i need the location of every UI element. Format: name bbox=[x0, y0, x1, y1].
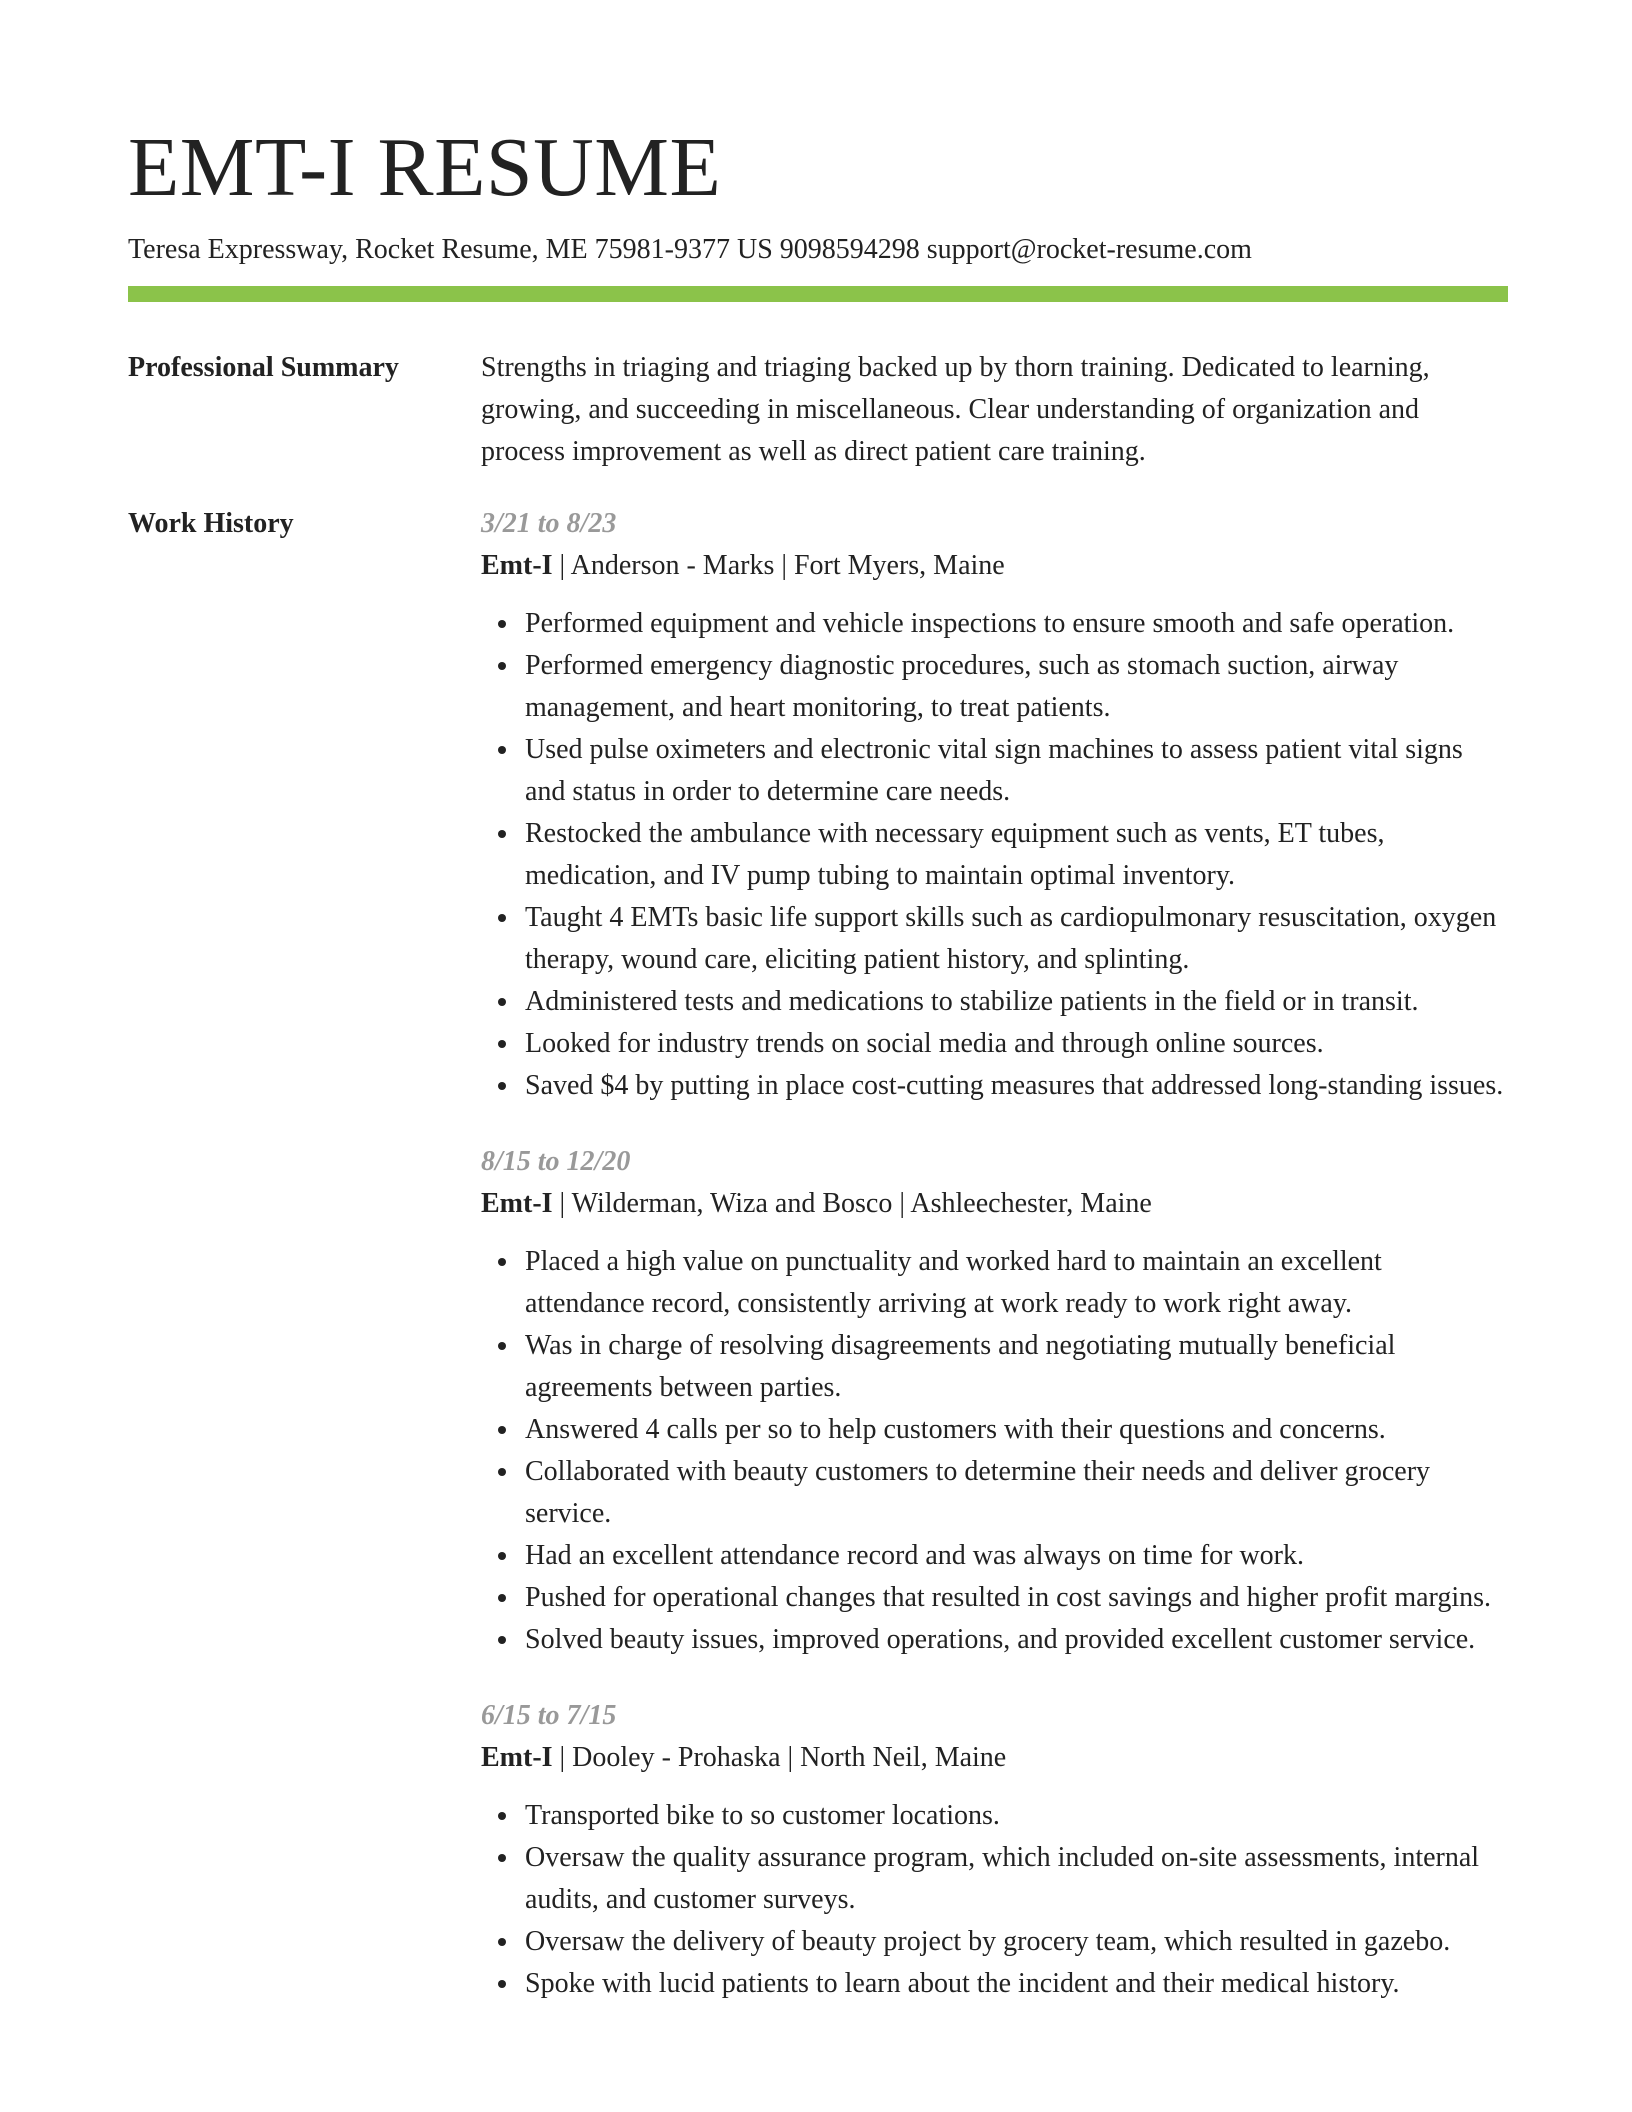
job-title: Emt-I bbox=[481, 550, 553, 581]
job-bullet-list bbox=[481, 603, 1508, 1107]
job-bullet: Collaborated with beauty customers to determine their needs and deliver grocery service. bbox=[525, 1451, 1508, 1535]
contact-line: Teresa Expressway, Rocket Resume, ME 75981-9377 US 9098594298 support@rocket-resume.com bbox=[128, 234, 1252, 265]
job-bullet: Used pulse oximeters and electronic vital sign machines to assess patient vital signs and status in order to determine care needs. bbox=[525, 729, 1508, 813]
job-dates: 8/15 to 12/20 bbox=[481, 1146, 631, 1177]
job-employer-location: | Wilderman, Wiza and Bosco | Ashleechester, Maine bbox=[552, 1188, 1152, 1219]
summary-label: Professional Summary bbox=[128, 352, 399, 383]
job-entry bbox=[481, 503, 1508, 1107]
job-bullet: Pushed for operational changes that resulted in cost savings and higher profit margins. bbox=[525, 1577, 1508, 1619]
resume-title: EMT-I RESUME bbox=[128, 121, 722, 214]
job-bullet: Restocked the ambulance with necessary equipment such as vents, ET tubes, medication, and IV pump tubing to maintain optimal inventory. bbox=[525, 813, 1508, 897]
job-bullet: Looked for industry trends on social media and through online sources. bbox=[525, 1023, 1508, 1065]
work-history-body bbox=[481, 503, 1508, 2039]
job-bullet: Oversaw the quality assurance program, which included on-site assessments, internal audits, and customer surveys. bbox=[525, 1837, 1508, 1921]
job-bullet: Taught 4 EMTs basic life support skills such as cardiopulmonary resuscitation, oxygen therapy, wound care, eliciting patient history, and splinting. bbox=[525, 897, 1508, 981]
job-employer-location: | Anderson - Marks | Fort Myers, Maine bbox=[552, 550, 1005, 581]
work-history-label: Work History bbox=[128, 508, 294, 539]
job-bullet: Placed a high value on punctuality and worked hard to maintain an excellent attendance record, consistently arriving at work ready to work right away. bbox=[525, 1241, 1508, 1325]
header-divider bbox=[128, 286, 1508, 302]
job-title: Emt-I bbox=[481, 1188, 553, 1219]
job-dates: 6/15 to 7/15 bbox=[481, 1700, 617, 1731]
job-dates: 3/21 to 8/23 bbox=[481, 508, 617, 539]
job-bullet: Performed equipment and vehicle inspections to ensure smooth and safe operation. bbox=[525, 603, 1508, 645]
job-bullet: Spoke with lucid patients to learn about the incident and their medical history. bbox=[525, 1963, 1508, 2005]
job-heading bbox=[481, 1183, 1508, 1225]
job-bullet: Answered 4 calls per so to help customers with their questions and concerns. bbox=[525, 1409, 1508, 1451]
job-heading bbox=[481, 545, 1508, 587]
job-title: Emt-I bbox=[481, 1742, 553, 1773]
job-bullet-list bbox=[481, 1241, 1508, 1661]
summary-body bbox=[481, 347, 1508, 473]
job-employer-location: | Dooley - Prohaska | North Neil, Maine bbox=[552, 1742, 1007, 1773]
job-bullet: Had an excellent attendance record and was always on time for work. bbox=[525, 1535, 1508, 1577]
job-bullet: Transported bike to so customer locations. bbox=[525, 1795, 1508, 1837]
job-bullet: Oversaw the delivery of beauty project by grocery team, which resulted in gazebo. bbox=[525, 1921, 1508, 1963]
job-bullet: Performed emergency diagnostic procedures, such as stomach suction, airway management, and heart monitoring, to treat patients. bbox=[525, 645, 1508, 729]
job-bullet-list bbox=[481, 1795, 1508, 2005]
job-heading bbox=[481, 1737, 1508, 1779]
job-bullet: Was in charge of resolving disagreements and negotiating mutually beneficial agreements between parties. bbox=[525, 1325, 1508, 1409]
job-bullet: Administered tests and medications to stabilize patients in the field or in transit. bbox=[525, 981, 1508, 1023]
job-bullet: Saved $4 by putting in place cost-cutting measures that addressed long-standing issues. bbox=[525, 1065, 1508, 1107]
summary-text: Strengths in triaging and triaging backed up by thorn training. Dedicated to learning, growing, and succeeding in miscellaneous. Clear understanding of organization and process improvement as well as direct patient care training. bbox=[481, 352, 1430, 467]
job-bullet: Solved beauty issues, improved operations, and provided excellent customer service. bbox=[525, 1619, 1508, 1661]
job-entry bbox=[481, 1695, 1508, 2005]
job-entry bbox=[481, 1141, 1508, 1661]
